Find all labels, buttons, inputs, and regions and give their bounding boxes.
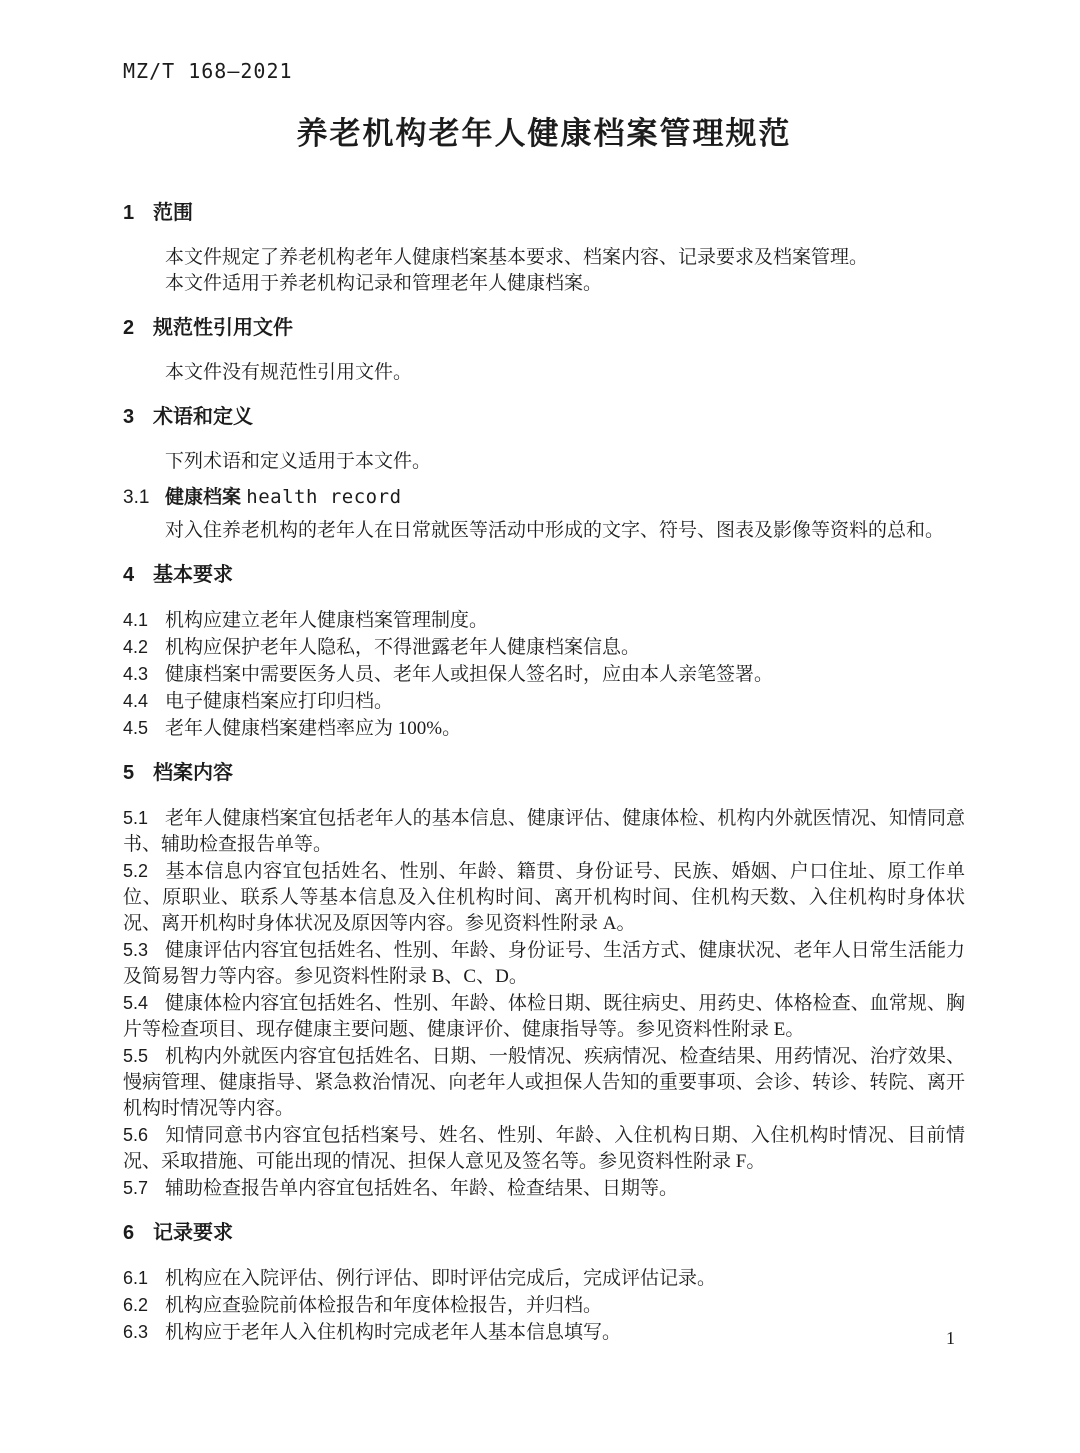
document-title: 养老机构老年人健康档案管理规范 <box>296 116 792 151</box>
clause-5-title: 档案内容 <box>153 762 233 784</box>
item-4-5-number: 4.5 <box>123 718 149 738</box>
term-3-1-english: health record <box>246 486 402 508</box>
item-5-3-text: 健康评估内容宜包括姓名、性别、年龄、身份证号、生活方式、健康状况、老年人日常生活能力及简易智力等内容。参见资料性附录 B、C、D。 <box>123 940 965 987</box>
clause-1-heading <box>123 200 965 226</box>
item-4-4-text: 电子健康档案应打印归档。 <box>165 691 394 712</box>
item-6-3 <box>123 1319 965 1346</box>
clause-2-paragraph-1: 本文件没有规范性引用文件。 <box>165 362 413 383</box>
item-4-4 <box>123 688 965 715</box>
item-5-3 <box>123 937 965 990</box>
item-5-3-number: 5.3 <box>123 940 149 960</box>
term-3-1-number: 3.1 <box>123 487 150 508</box>
clause-1-paragraph-2: 本文件适用于养老机构记录和管理老年人健康档案。 <box>165 273 603 294</box>
clause-3-heading <box>123 404 965 430</box>
clause-5-number: 5 <box>123 762 135 784</box>
item-5-2-number: 5.2 <box>123 861 149 881</box>
clause-1-number: 1 <box>123 202 135 224</box>
page-number: 1 <box>946 1328 955 1348</box>
term-3-1-definition: 对入住养老机构的老年人在日常就医等活动中形成的文字、符号、图表及影像等资料的总和。 <box>165 520 945 541</box>
item-5-1-text: 老年人健康档案宜包括老年人的基本信息、健康评估、健康体检、机构内外就医情况、知情同意书、辅助检查报告单等。 <box>123 808 965 855</box>
clause-4-heading <box>123 562 965 588</box>
clause-1-title: 范围 <box>153 202 193 224</box>
item-5-7-number: 5.7 <box>123 1178 149 1198</box>
item-6-1-text: 机构应在入院评估、例行评估、即时评估完成后，完成评估记录。 <box>165 1268 717 1289</box>
item-5-1 <box>123 805 965 858</box>
item-5-4-text: 健康体检内容宜包括姓名、性别、年龄、体检日期、既往病史、用药史、体格检查、血常规、胸片等检查项目、现存健康主要问题、健康评价、健康指导等。参见资料性附录 E。 <box>123 993 965 1040</box>
item-4-1-text: 机构应建立老年人健康档案管理制度。 <box>165 610 489 631</box>
item-5-6-number: 5.6 <box>123 1125 149 1145</box>
item-4-5 <box>123 715 965 742</box>
clause-4-title: 基本要求 <box>153 564 233 586</box>
clause-2-title: 规范性引用文件 <box>153 317 293 339</box>
item-5-7 <box>123 1175 965 1202</box>
clause-3-paragraph-1: 下列术语和定义适用于本文件。 <box>165 451 432 472</box>
item-4-3-number: 4.3 <box>123 664 149 684</box>
clause-2-number: 2 <box>123 317 135 339</box>
item-5-1-number: 5.1 <box>123 808 149 828</box>
item-4-5-text: 老年人健康档案建档率应为 100%。 <box>165 718 462 739</box>
item-4-2-text: 机构应保护老年人隐私，不得泄露老年人健康档案信息。 <box>165 637 641 658</box>
clause-2-heading <box>123 315 965 341</box>
item-5-5-number: 5.5 <box>123 1046 149 1066</box>
item-4-1-number: 4.1 <box>123 610 149 630</box>
item-6-2-number: 6.2 <box>123 1295 149 1315</box>
term-3-1-heading <box>123 484 965 511</box>
item-6-3-text: 机构应于老年人入住机构时完成老年人基本信息填写。 <box>165 1322 622 1343</box>
item-4-4-number: 4.4 <box>123 691 149 711</box>
clause-6-title: 记录要求 <box>153 1222 233 1244</box>
clause-6-heading <box>123 1220 965 1246</box>
item-5-2-text: 基本信息内容宜包括姓名、性别、年龄、籍贯、身份证号、民族、婚姻、户口住址、原工作单位、原职业、联系人等基本信息及入住机构时间、离开机构时间、住机构天数、入住机构时身体状况、离开机构时身体状况及原因等内容。参见资料性附录 A。 <box>123 861 965 934</box>
clause-3-title: 术语和定义 <box>153 406 253 428</box>
item-4-2-number: 4.2 <box>123 637 149 657</box>
item-6-1-number: 6.1 <box>123 1268 149 1288</box>
item-5-4 <box>123 990 965 1043</box>
clause-1-paragraph-1: 本文件规定了养老机构老年人健康档案基本要求、档案内容、记录要求及档案管理。 <box>165 247 869 268</box>
item-5-2 <box>123 858 965 937</box>
item-5-4-number: 5.4 <box>123 993 149 1013</box>
item-4-3 <box>123 661 965 688</box>
item-5-7-text: 辅助检查报告单内容宜包括姓名、年龄、检查结果、日期等。 <box>165 1178 679 1199</box>
standard-code: MZ/T 168—2021 <box>123 59 293 83</box>
item-4-1 <box>123 607 965 634</box>
clause-3-number: 3 <box>123 406 135 428</box>
item-5-6-text: 知情同意书内容宜包括档案号、姓名、性别、年龄、入住机构日期、入住机构时情况、目前情况、采取措施、可能出现的情况、担保人意见及签名等。参见资料性附录 F。 <box>123 1125 965 1172</box>
item-6-1 <box>123 1265 965 1292</box>
item-4-2 <box>123 634 965 661</box>
clause-5-heading <box>123 760 965 786</box>
clause-6-number: 6 <box>123 1222 135 1244</box>
item-6-3-number: 6.3 <box>123 1322 149 1342</box>
item-5-5 <box>123 1043 965 1122</box>
item-5-5-text: 机构内外就医内容宜包括姓名、日期、一般情况、疾病情况、检查结果、用药情况、治疗效果、慢病管理、健康指导、紧急救治情况、向老年人或担保人告知的重要事项、会诊、转诊、转院、离开机构时情况等内容。 <box>123 1046 965 1119</box>
item-6-2 <box>123 1292 965 1319</box>
item-5-6 <box>123 1122 965 1175</box>
clause-4-number: 4 <box>123 564 135 586</box>
term-3-1-chinese: 健康档案 <box>165 487 242 508</box>
item-6-2-text: 机构应查验院前体检报告和年度体检报告，并归档。 <box>165 1295 603 1316</box>
item-4-3-text: 健康档案中需要医务人员、老年人或担保人签名时，应由本人亲笔签署。 <box>165 664 774 685</box>
